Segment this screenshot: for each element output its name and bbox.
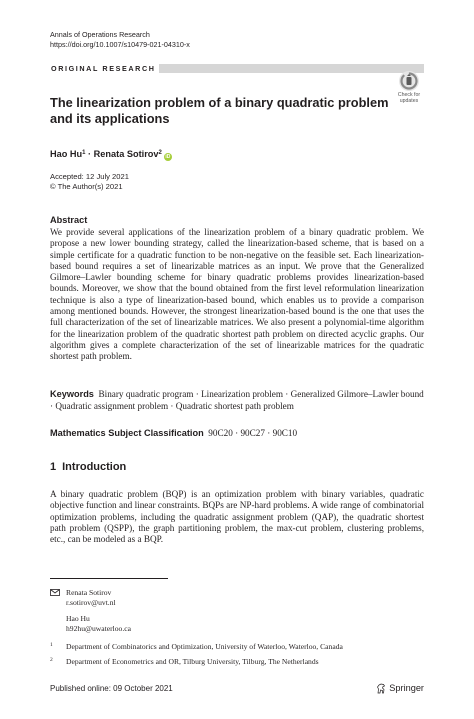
check-for-updates-line2: updates: [399, 97, 419, 104]
keywords-block: [50, 389, 424, 412]
journal-header: [50, 30, 190, 50]
journal-name: Annals of Operations Research: [50, 30, 150, 39]
contact-1-name: Renata Sotirov: [66, 588, 112, 597]
orcid-icon[interactable]: iD: [165, 154, 171, 160]
msc-block: [50, 428, 424, 439]
author-1-affiliation-marker: 1: [82, 150, 86, 156]
abstract-text: We provide several applications of the linearization problem of a binary quadratic problem. We propose a new lower bounding strategy, called the linearization-based scheme, that is based on a simple certificate for a quadratic function to be non-negative on the feasible set. Each linearization-based bound requires a set of linearizable matrices as an input. We prove that the Generalized Gilmore–Lawler bounding scheme for binary quadratic problems provides linearization-based bounds. Moreover, we show that the bound obtained from the first level reformulation linearization technique is also a type of linearization-based bound, which enables us to provide a comparison among mentioned bounds. However, the strongest linearization-based bound is the one that uses the full characterization of the set of linearizable matrices. We also present a polynomial-time algorithm for the linearization problem of the quadratic shortest path problem on directed acyclic graphs. Our algorithm gives a complete characterization of the set of linearizable matrices for the quadratic shortest path problem.: [50, 227, 424, 362]
introduction-text: A binary quadratic problem (BQP) is an optimization problem with binary variables, quadratic objective function and linear constraints. BQPs are NP-hard problems. A wide range of combinatorial optimization problems, including the quadratic assignment problem (QAP), the quadratic shortest path problem (QSPP), the graph partitioning problem, the max-cut problem, clustering problems, etc., can be modeled as a BQP.: [50, 489, 424, 545]
publisher-name: Springer: [389, 683, 424, 693]
envelope-icon: [50, 589, 60, 596]
msc-codes: 90C20 · 90C27 · 90C10: [208, 428, 298, 438]
publisher-logo: [376, 682, 424, 694]
affiliation-2-text: Department of Econometrics and OR, Tilburg University, Tilburg, The Netherlands: [66, 657, 319, 666]
dates-block: [50, 172, 129, 192]
check-for-updates-icon: [398, 70, 420, 92]
section-label-bar: [50, 64, 424, 73]
copyright-line: © The Author(s) 2021: [50, 182, 123, 191]
keywords-heading: Keywords: [50, 389, 94, 399]
contact-2-email[interactable]: h92hu@uwaterloo.ca: [66, 624, 131, 633]
author-separator: ·: [85, 149, 94, 159]
introduction-heading: [50, 461, 126, 474]
paper-title: The linearization problem of a binary quadratic problem and its applications: [50, 95, 389, 126]
author-1[interactable]: Hao Hu: [50, 149, 83, 159]
author-list: [50, 147, 172, 161]
keywords-text: Binary quadratic program · Linearization problem · Generalized Gilmore–Lawler bound · Quadratic assignment problem · Quadratic shortest path problem: [50, 389, 424, 411]
author-2[interactable]: Renata Sotirov: [93, 149, 159, 159]
check-for-updates-line1: Check for: [397, 92, 421, 98]
doi-link[interactable]: https://doi.org/10.1007/s10479-021-04310-x: [50, 40, 190, 49]
section-title: Introduction: [62, 461, 127, 473]
springer-horse-icon: [376, 683, 386, 694]
affiliation-1-text: Department of Combinatorics and Optimization, University of Waterloo, Waterloo, Canada: [66, 642, 343, 651]
author-2-affiliation-marker: 2: [158, 150, 162, 156]
affiliation-2-number: 2: [50, 657, 53, 663]
section-label: ORIGINAL RESEARCH: [50, 64, 159, 73]
footnote-divider: [50, 578, 168, 579]
abstract-heading: Abstract: [50, 215, 88, 225]
contact-2-name: Hao Hu: [66, 614, 90, 623]
published-date: Published online: 09 October 2021: [50, 684, 173, 693]
section-number: 1: [50, 461, 57, 473]
contact-1-email[interactable]: r.sotirov@uvt.nl: [66, 598, 116, 607]
accepted-date: Accepted: 12 July 2021: [50, 172, 129, 181]
msc-heading: Mathematics Subject Classification: [50, 428, 204, 438]
affiliation-1-number: 1: [50, 642, 53, 648]
